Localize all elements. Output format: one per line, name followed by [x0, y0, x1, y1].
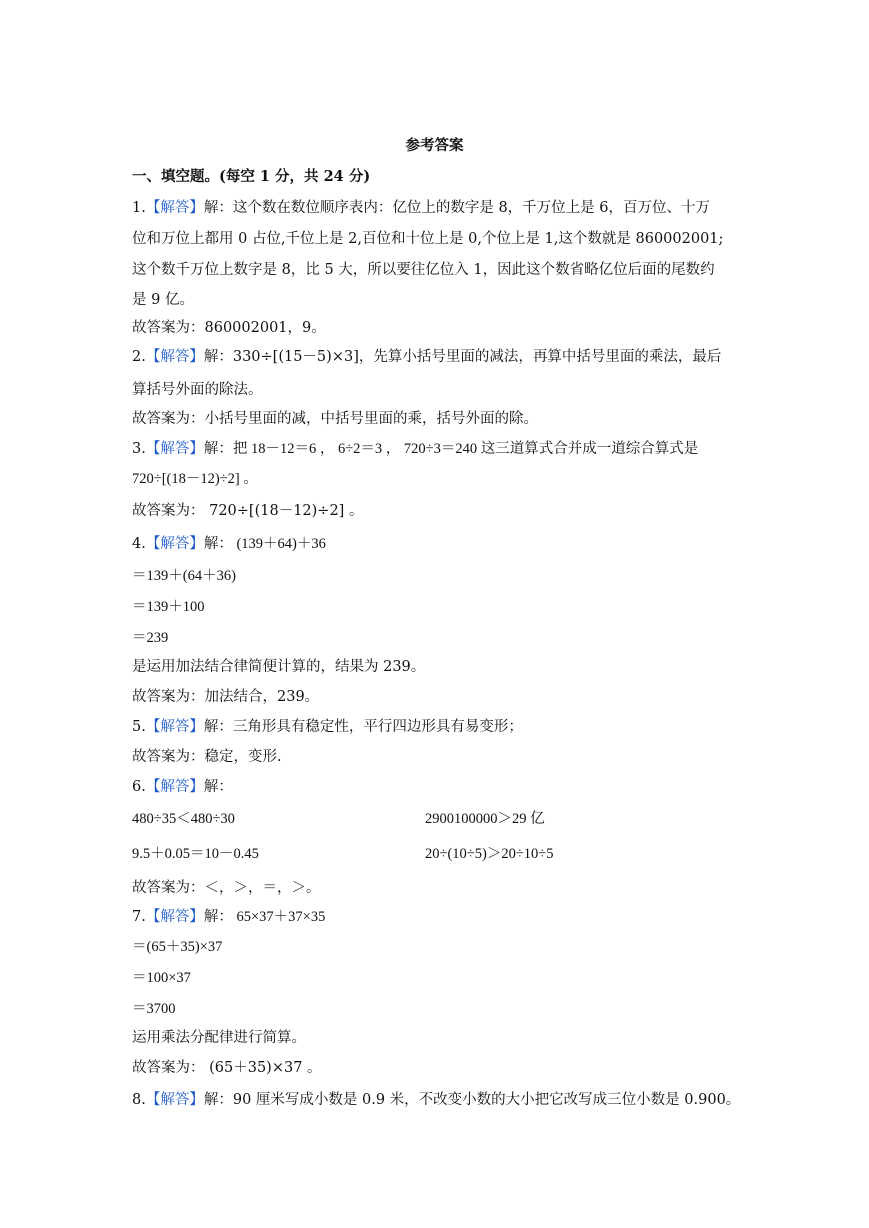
solution-tag: 【解答】: [145, 1092, 204, 1108]
q8-text: 解：90 厘米写成小数是 0.9 米，不改变小数的大小把它改写成三位小数是 0.900。: [203, 1092, 741, 1108]
page-title: 参考答案: [405, 137, 464, 154]
solution-tag: 【解答】: [145, 349, 204, 365]
q6-number: 6.: [132, 779, 146, 795]
q1-line-1: [132, 196, 710, 217]
q6-compare-d: 20÷(10÷5)＞20÷10÷5: [425, 846, 554, 862]
solution-tag: 【解答】: [145, 441, 204, 457]
q8-line-1: [132, 1088, 740, 1109]
q3-line-2: 720÷[(18－12)÷2] 。: [132, 471, 258, 487]
solution-tag: 【解答】: [145, 779, 204, 795]
q4-line-1: [132, 532, 326, 553]
q5-answer: 故答案为：稳定，变形.: [132, 749, 282, 765]
q7-answer: 故答案为： (65＋35)×37 。: [132, 1060, 322, 1076]
solution-tag: 【解答】: [145, 200, 204, 216]
q1-line-4: 是 9 亿。: [132, 292, 194, 308]
q7-step-2: ＝100×37: [132, 970, 191, 986]
q7-step-1: ＝(65＋35)×37: [132, 939, 223, 955]
q1-answer: 故答案为：860002001，9。: [132, 320, 326, 336]
solution-tag: 【解答】: [145, 719, 204, 735]
q5-number: 5.: [132, 719, 146, 735]
q1-line-2: 位和万位上都用 0 占位,千位上是 2,百位和十位上是 0,个位上是 1,这个数就是 860002001;: [132, 231, 724, 247]
q6-compare-c: 9.5＋0.05＝10－0.45: [132, 846, 259, 862]
q4-number: 4.: [132, 536, 146, 552]
q2-text: 解：330÷[(15－5)×3]，先算小括号里面的减法，再算中括号里面的乘法，最后: [203, 349, 722, 365]
q5-line-1: [132, 715, 523, 736]
q5-text: 解：三角形具有稳定性，平行四边形具有易变形；: [203, 719, 523, 735]
q3-text: 解：把 18－12＝6 ， 6÷2＝3 ， 720÷3＝240 这三道算式合并成一道综合算式是: [203, 441, 699, 457]
q6-text: 解：: [203, 779, 233, 795]
q4-step-2: ＝139＋100: [132, 599, 205, 615]
q6-answer: 故答案为：＜，＞，＝，＞。: [132, 880, 321, 896]
q8-number: 8.: [132, 1092, 146, 1108]
q6-compare-b: 2900100000＞29 亿: [425, 811, 545, 827]
section-heading: 一、填空题。(每空 1 分，共 24 分): [132, 168, 371, 185]
q2-line-1: [132, 345, 721, 366]
q1-line-3: 这个数千万位上数字是 8，比 5 大，所以要往亿位入 1，因此这个数省略亿位后面的尾数约: [132, 262, 715, 278]
q1-text: 解：这个数在数位顺序表内：亿位上的数字是 8，千万位上是 6，百万位、十万: [203, 200, 711, 216]
q7-number: 7.: [132, 909, 146, 925]
q2-answer: 故答案为：小括号里面的减，中括号里面的乘，括号外面的除。: [132, 411, 538, 427]
q4-step-3: ＝239: [132, 630, 169, 646]
q6-line-1: [132, 775, 233, 796]
q7-step-3: ＝3700: [132, 1001, 176, 1017]
q3-line-1: [132, 437, 698, 458]
q4-line-5: 是运用加法结合律简便计算的，结果为 239。: [132, 659, 426, 675]
q3-number: 3.: [132, 441, 146, 457]
q4-text: 解： (139＋64)＋36: [203, 536, 326, 552]
q3-answer: 故答案为： 720÷[(18－12)÷2] 。: [132, 503, 364, 519]
q4-answer: 故答案为：加法结合，239。: [132, 689, 320, 705]
q1-number: 1.: [132, 200, 146, 216]
q7-line-1: [132, 905, 325, 926]
solution-tag: 【解答】: [145, 909, 204, 925]
solution-tag: 【解答】: [145, 536, 204, 552]
q7-text: 解： 65×37＋37×35: [203, 909, 326, 925]
q4-step-1: ＝139＋(64＋36): [132, 568, 236, 584]
q2-line-2: 算括号外面的除法。: [132, 382, 263, 398]
q7-line-5: 运用乘法分配律进行简算。: [132, 1030, 306, 1046]
q2-number: 2.: [132, 349, 146, 365]
q6-compare-a: 480÷35＜480÷30: [132, 811, 235, 827]
